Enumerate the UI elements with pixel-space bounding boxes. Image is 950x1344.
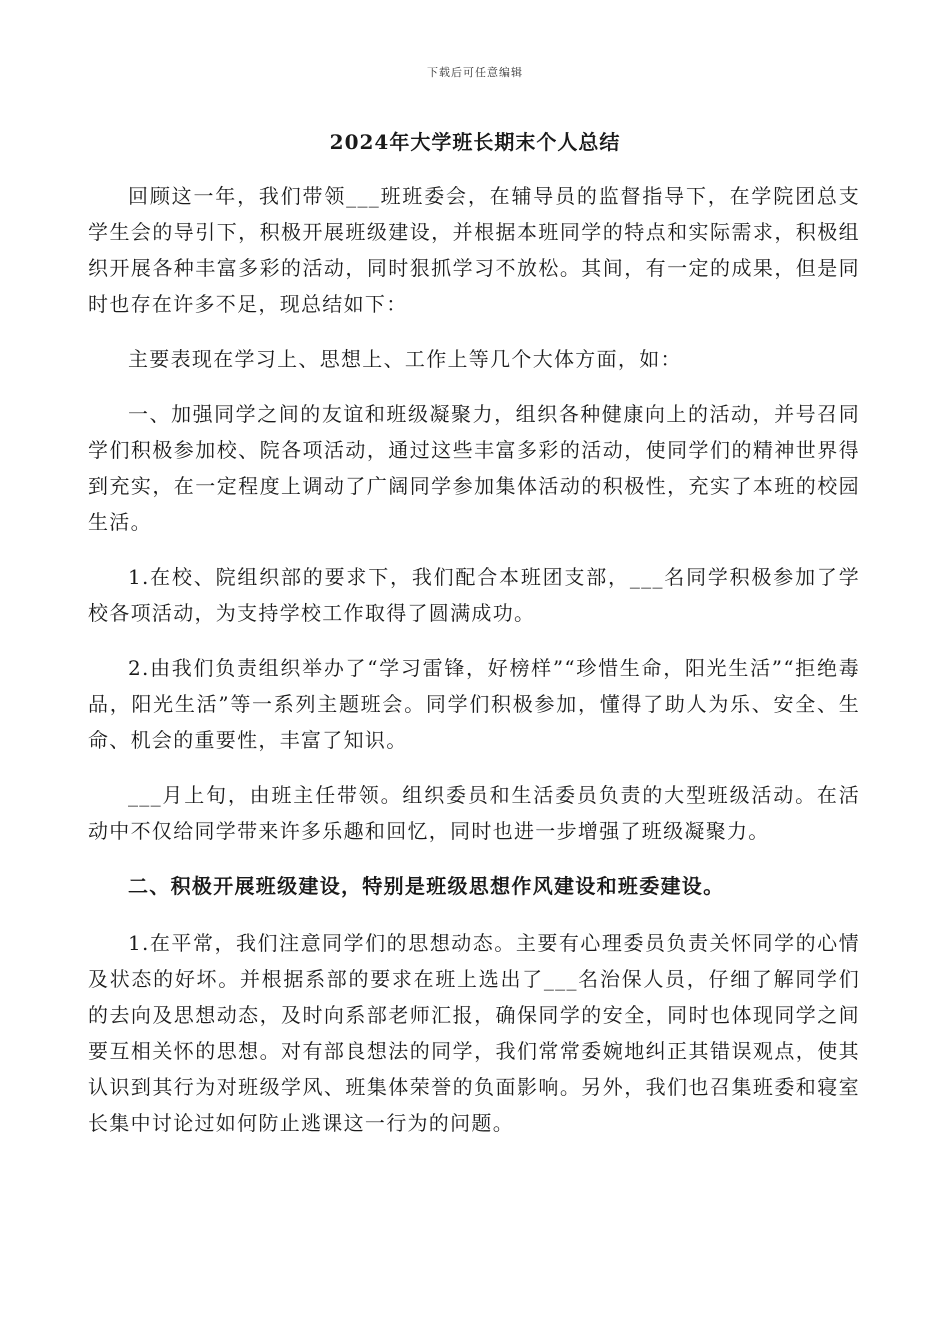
paragraph-item-2: 2.由我们负责组织举办了“学习雷锋，好榜样”“珍惜生命，阳光生活”“拒绝毒品，阳光生活”等一系列主题班会。同学们积极参加，懂得了助人为乐、安全、生命、机会的重要性，丰富了知识。 bbox=[88, 656, 860, 752]
document-title: 2024年大学班长期末个人总结 bbox=[329, 130, 621, 154]
paragraph-section-two-item-1: 1.在平常，我们注意同学们的思想动态。主要有心理委员负责关怀同学的心情及状态的好坏。并根据系部的要求在班上选出了___名治保人员，仔细了解同学们的去向及思想动态，及时向系部老师汇报，确保同学的安全，同时也体现同学之间要互相关怀的思想。对有部良想法的同学，我们常常委婉地纠正其错误观点，使其认识到其行为对班级学风、班集体荣誉的负面影响。另外，我们也召集班委和寝室长集中讨论过如何防止逃课这一行为的问题。 bbox=[88, 931, 860, 1135]
paragraph-item-1: 1.在校、院组织部的要求下，我们配合本班团支部，___名同学积极参加了学校各项活动，为支持学校工作取得了圆满成功。 bbox=[88, 565, 860, 625]
paragraph-month-activity: ___月上旬，由班主任带领。组织委员和生活委员负责的大型班级活动。在活动中不仅给同学带来许多乐趣和回忆，同时也进一步增强了班级凝聚力。 bbox=[88, 783, 860, 843]
paragraph-section-one: 一、加强同学之间的友谊和班级凝聚力，组织各种健康向上的活动，并号召同学们积极参加校、院各项活动，通过这些丰富多彩的活动，使同学们的精神世界得到充实，在一定程度上调动了广阔同学参加集体活动的积极性，充实了本班的校园生活。 bbox=[88, 402, 860, 534]
section-heading-two: 二、积极开展班级建设，特别是班级思想作风建设和班委建设。 bbox=[128, 874, 725, 898]
paragraph-intro: 回顾这一年，我们带领___班班委会，在辅导员的监督指导下，在学院团总支学生会的导引下，积极开展班级建设，并根据本班同学的特点和实际需求，积极组织开展各种丰富多彩的活动，同时狠抓学习不放松。其间，有一定的成果，但是同时也存在许多不足，现总结如下： bbox=[88, 184, 860, 316]
paragraph-aspects: 主要表现在学习上、思想上、工作上等几个大体方面，如： bbox=[128, 347, 682, 371]
header-note: 下载后可任意编辑 bbox=[427, 66, 523, 79]
document-body bbox=[88, 178, 860, 1160]
